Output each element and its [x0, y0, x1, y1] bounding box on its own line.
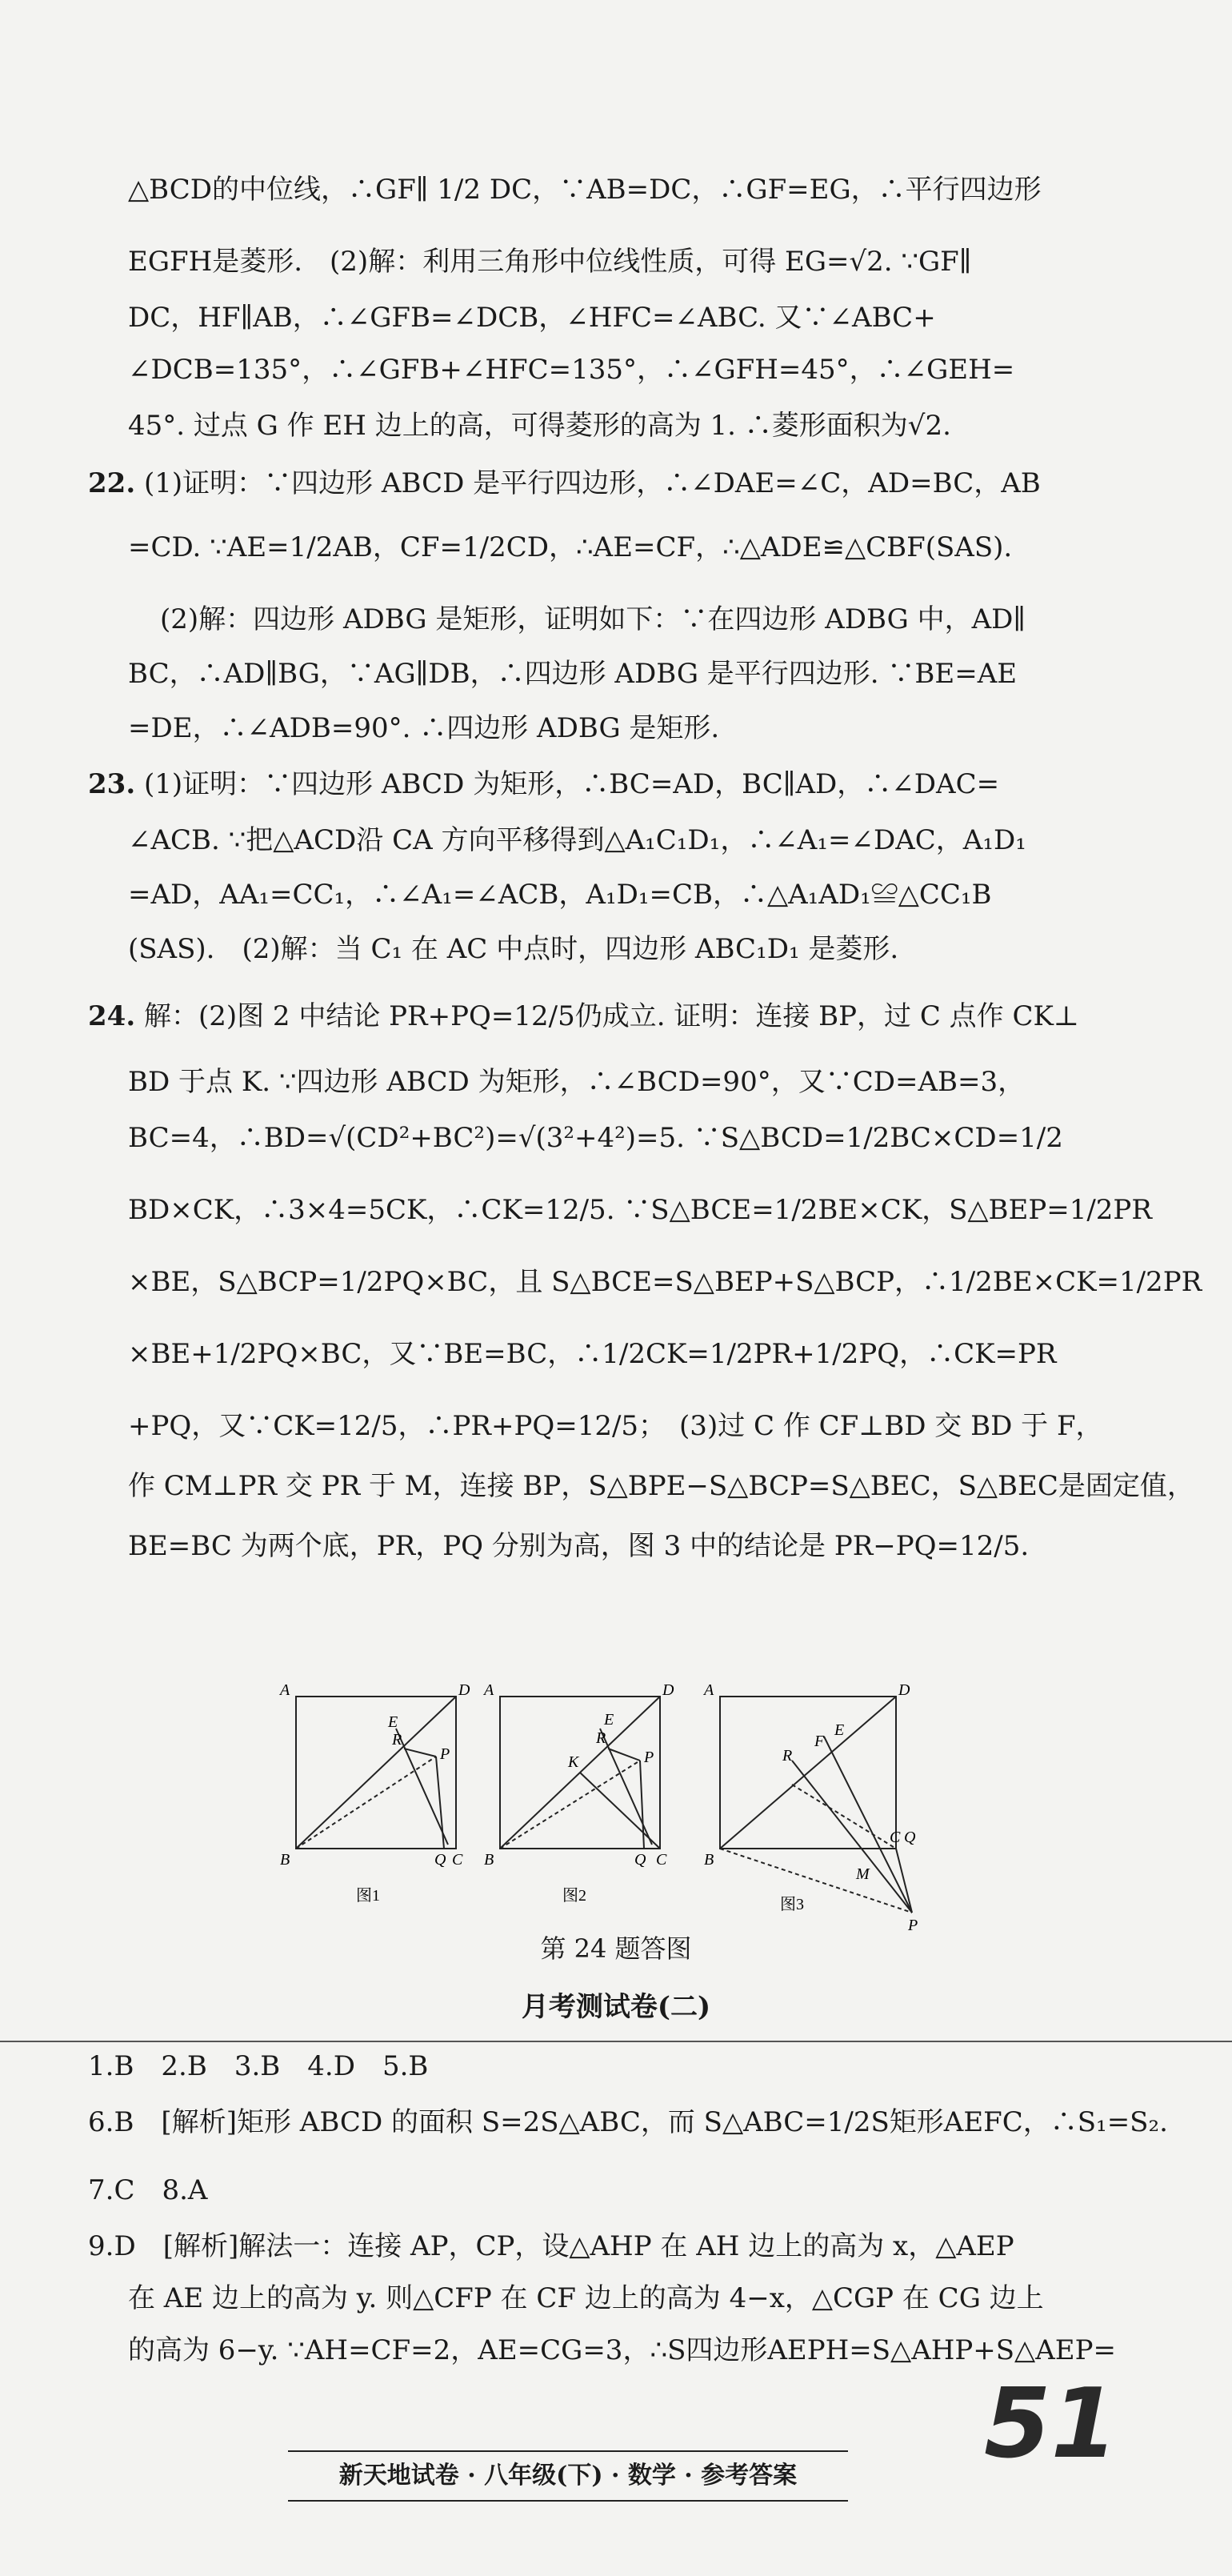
text-line: DC，HF∥AB，∴∠GFB=∠DCB，∠HFC=∠ABC. 又∵∠ABC+ [128, 302, 936, 334]
text-line: =AD，AA₁=CC₁，∴∠A₁=∠ACB，A₁D₁=CB，∴△A₁AD₁≌△CC₁B [128, 879, 992, 911]
text-line: BD×CK，∴3×4=5CK，∴CK=12/5. ∵S△BCE=1/2BE×CK，S△BEP=1/2PR [128, 1194, 1152, 1226]
point-label-M: M [856, 1865, 870, 1883]
point-label-C: C [656, 1851, 667, 1869]
answer-line: 6.B [解析]矩形 ABCD 的面积 S=2S△ABC，而 S△ABC=1/2S矩形AEFC，∴S₁=S₂. [88, 2106, 1168, 2138]
figure-label: 图3 [780, 1896, 804, 1913]
text-line: ×BE，S△BCP=1/2PQ×BC，且 S△BCE=S△BEP+S△BCP，∴1/2BE×CK=1/2PR [128, 1266, 1202, 1298]
text-line: (SAS). (2)解：当 C₁ 在 AC 中点时，四边形 ABC₁D₁ 是菱形. [128, 933, 899, 965]
point-label-Q: Q [634, 1851, 646, 1869]
point-label-D: D [662, 1681, 674, 1699]
question-22 [88, 466, 1080, 501]
point-label-P: P [644, 1749, 654, 1766]
text-line: +PQ，又∵CK=12/5，∴PR+PQ=12/5； (3)过 C 作 CF⊥BD 交 BD 于 F， [128, 1410, 1103, 1442]
answer-line: 1.B 2.B 3.B 4.D 5.B [88, 2050, 429, 2082]
section-divider [0, 2041, 1232, 2042]
figure-label: 图2 [562, 1887, 586, 1905]
figure-caption: 第 24 题答图 [540, 1933, 692, 1964]
point-label-A: A [280, 1681, 290, 1699]
point-label-B: B [704, 1851, 714, 1869]
answer-line: 7.C 8.A [88, 2174, 208, 2206]
section-title: 月考测试卷(二) [521, 1991, 711, 2023]
figure-3 [704, 1673, 944, 1940]
text-line: ∠ACB. ∵把△ACD沿 CA 方向平移得到△A₁C₁D₁，∴∠A₁=∠DAC，A₁D₁ [128, 824, 1026, 856]
question-24 [88, 999, 1080, 1034]
text-line: (2)解：四边形 ADBG 是矩形，证明如下：∵在四边形 ADBG 中，AD∥ [160, 603, 1026, 635]
text-line: ×BE+1/2PQ×BC，又∵BE=BC，∴1/2CK=1/2PR+1/2PQ，∴CK=PR [128, 1338, 1057, 1370]
footer: 新天地试卷 · 八年级(下) · 数学 · 参考答案 [288, 2450, 848, 2502]
point-label-P: P [440, 1745, 450, 1763]
point-label-C: C [890, 1829, 901, 1846]
text-line: 作 CM⊥PR 交 PR 于 M，连接 BP，S△BPE−S△BCP=S△BEC，S△BEC是固定值， [128, 1470, 1194, 1502]
point-label-A: A [484, 1681, 494, 1699]
figure-label: 图1 [356, 1887, 380, 1905]
question-23 [88, 767, 1080, 802]
point-label-C: C [452, 1851, 463, 1869]
answer-line: 在 AE 边上的高为 y. 则△CFP 在 CF 边上的高为 4−x，△CGP 在 CG 边上 [128, 2282, 1044, 2314]
page-number: 51 [984, 2369, 1118, 2480]
point-label-B: B [280, 1851, 290, 1869]
text-line: BE=BC 为两个底，PR，PQ 分别为高，图 3 中的结论是 PR−PQ=12/5. [128, 1530, 1030, 1562]
question-number: 24. [88, 1000, 136, 1032]
answer-line: 的高为 6−y. ∵AH=CF=2，AE=CG=3，∴S四边形AEPH=S△AHP+S△AEP= [128, 2334, 1116, 2366]
text-line: (1)证明：∵四边形 ABCD 为矩形，∴BC=AD，BC∥AD，∴∠DAC= [143, 768, 1000, 800]
figure-1 [276, 1673, 468, 1916]
point-label-D: D [458, 1681, 470, 1699]
point-label-B: B [484, 1851, 494, 1869]
text-line: =CD. ∵AE=1/2AB，CF=1/2CD，∴AE=CF，∴△ADE≌△CBF(SAS). [128, 531, 1013, 563]
text-line: (1)证明：∵四边形 ABCD 是平行四边形，∴∠DAE=∠C，AD=BC，AB [143, 467, 1041, 499]
answer-line: 9.D [解析]解法一：连接 AP，CP，设△AHP 在 AH 边上的高为 x，△AEP [88, 2230, 1014, 2262]
point-label-D: D [898, 1681, 910, 1699]
point-label-F: F [814, 1733, 825, 1750]
point-label-Q: Q [904, 1829, 916, 1846]
point-label-K: K [568, 1753, 579, 1771]
text-line: EGFH是菱形. (2)解：利用三角形中位线性质，可得 EG=√2. ∵GF∥ [128, 246, 972, 278]
point-label-Q: Q [434, 1851, 446, 1869]
point-label-P: P [908, 1917, 918, 1934]
point-label-E: E [834, 1721, 845, 1739]
question-number: 23. [88, 768, 136, 800]
point-label-E: E [388, 1713, 398, 1731]
point-label-R: R [596, 1729, 606, 1747]
text-line: BC=4，∴BD=√(CD²+BC²)=√(3²+4²)=5. ∵S△BCD=1/2BC×CD=1/2 [128, 1122, 1063, 1154]
text-line: BC，∴AD∥BG，∵AG∥DB，∴四边形 ADBG 是平行四边形. ∵BE=AE [128, 658, 1018, 690]
figure-2 [484, 1673, 676, 1916]
text-line: BD 于点 K. ∵四边形 ABCD 为矩形，∴∠BCD=90°，又∵CD=AB=3， [128, 1066, 1026, 1098]
question-number: 22. [88, 467, 136, 499]
text-line: 45°. 过点 G 作 EH 边上的高，可得菱形的高为 1. ∴菱形面积为√2. [128, 410, 951, 442]
text-line: =DE，∴∠ADB=90°. ∴四边形 ADBG 是矩形. [128, 712, 720, 744]
text-line: △BCD的中位线，∴GF∥ 1/2 DC，∵AB=DC，∴GF=EG，∴平行四边形 [128, 174, 1042, 206]
point-label-R: R [782, 1747, 793, 1765]
text-line: ∠DCB=135°，∴∠GFB+∠HFC=135°，∴∠GFH=45°，∴∠GEH= [128, 354, 1015, 386]
point-label-R: R [392, 1731, 402, 1749]
point-label-E: E [604, 1711, 614, 1729]
point-label-A: A [704, 1681, 714, 1699]
text-line: 解：(2)图 2 中结论 PR+PQ=12/5仍成立. 证明：连接 BP，过 C 点作 CK⊥ [143, 1000, 1079, 1032]
